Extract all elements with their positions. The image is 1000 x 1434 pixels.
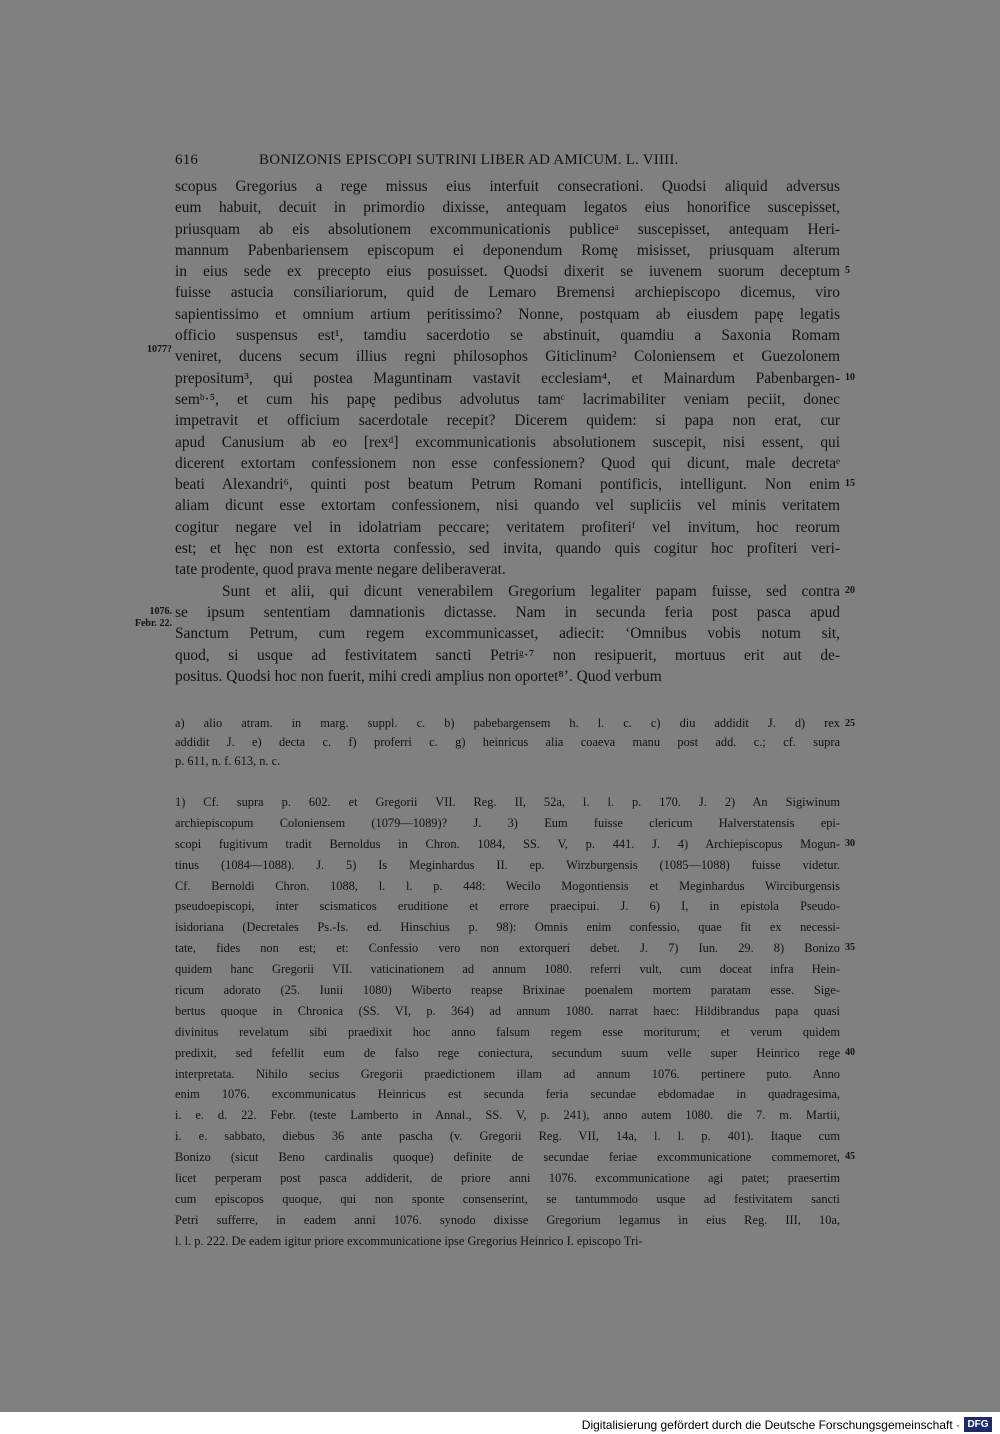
digitization-footer	[0, 1416, 1000, 1434]
text-line: divinitus revelatum sibi praedixit hoc anno falsum regem esse moriturum; et verum quidem	[175, 1024, 840, 1039]
text-line: Sanctum Petrum, cum regem excommunicasset, adiecit: ‘Omnibus vobis notum sit,	[175, 625, 840, 643]
text-line: quidem hanc Gregorii VII. vaticinationem ad annum 1080. referri vult, cum doceat infra Hein-	[175, 962, 840, 977]
text-line: ricum adorato (25. Iunii 1080) Wiberto reapse Brixinae poenalem mortem paratam esse. Sige-	[175, 983, 840, 998]
text-line: eum habuit, decuit in primordio dixisse, antequam legatos eius honorifice suscepisset,	[175, 199, 840, 217]
text-line: tate, fides non est; et: Confessio vero non extorqueri debet. J. 7) Iun. 29. 8) Bonizo	[175, 941, 840, 956]
footnotes	[175, 792, 840, 1252]
text-line: scopus Gregorius a rege missus eius interfuit consecrationi. Quodsi aliquid adversus	[175, 178, 840, 195]
text-line: tate prodente, quod prava mente negare deliberaverat.	[175, 561, 506, 579]
line-number: 15	[845, 478, 855, 490]
line-number: 30	[845, 837, 855, 849]
text-line: predixit, sed fefellit eum de falso rege coniectura, secundum suum velle super Heinrico rege	[175, 1045, 840, 1060]
text-line: veniret, ducens secum illius regni philosophos Giticlinum² Coloniensem et Guezolonem	[175, 348, 840, 366]
margin-note-year: 1077?	[147, 344, 172, 355]
text-line: dicerent extortam confessionem non esse confessionem? Quod qui dicunt, male decretaᵉ	[175, 454, 840, 472]
text-line: isidoriana (Decretales Ps.-Is. ed. Hinschius p. 98): Omnis enim confessio, quae fit ex necessi-	[175, 920, 840, 935]
text-line: i. e. sabbato, diebus 36 ante pascha (v. Gregorii Reg. VII, 14a, l. l. p. 401). Itaque cum	[175, 1129, 840, 1144]
text-line: archiepiscopum Coloniensem (1079—1089)? J. 3) Eum fuisse clericum Halverstatensis epi-	[175, 815, 840, 830]
text-line: Cf. Bernoldi Chron. 1088, l. l. p. 448: Wecilo Mogontiensis et Meginhardus Wirciburgensis	[175, 878, 840, 893]
text-line: scopi fugitivum tradit Bernoldus in Chron. 1084, SS. V, p. 441. J. 4) Archiepiscopus Mogun-	[175, 836, 840, 851]
text-line: apud Canusium ab eo [rexᵈ] excommunicationis absolutionem suscepit, nisi essent, qui	[175, 433, 840, 451]
text-line: bertus quoque in Chronica (SS. VI, p. 364) ad annum 1080. narrat haec: Hildibrandus papa quasi	[175, 1003, 840, 1018]
text-line: sapientissimo et omnium artium peritissimo? Nonne, postquam ab eiusdem papę legatis	[175, 305, 840, 323]
text-line: impetravit et officium sacerdotale recepit? Dicerem quidem: si papa non erat, cur	[175, 412, 840, 430]
margin-note-date: Febr. 22.	[134, 618, 172, 629]
dfg-logo: DFG	[964, 1417, 992, 1432]
line-number: 10	[845, 371, 855, 383]
line-number: 20	[845, 584, 855, 596]
text-line: mannum Pabenbariensem episcopum ei deponendum Romę misisset, priusquam alterum	[175, 241, 840, 259]
text-line: addidit J. e) decta c. f) proferri c. g) heinricus alia coaeva manu post add. c.; cf. supra	[175, 735, 840, 749]
text-line: est; et hęc non est extorta confessio, sed invita, quando quis cogitur hoc profiteri veri-	[175, 540, 840, 558]
line-number: 25	[845, 718, 855, 729]
text-line: l. l. p. 222. De eadem igitur priore excommunicatione ipse Gregorius Heinrico I. episcopo Tri-	[175, 1233, 643, 1248]
funding-credit: Digitalisierung gefördert durch die Deutsche Forschungsgemeinschaft ·	[581, 1418, 960, 1432]
text-line: semᵇ·⁵, et cum his papę pedibus advolutus tamᶜ lacrimabiliter veniam peciit, donec	[175, 390, 840, 408]
text-line: pseudoepiscopi, inter scismaticos eruditione et errore praecipui. J. 6) I, in epistola Pseudo-	[175, 899, 840, 914]
text-line: quod, si usque ad festivitatem sancti Petriᵍ·⁷ non resipuerit, mortuus erit aut de-	[175, 646, 840, 664]
text-line: p. 611, n. f. 613, n. c.	[175, 754, 281, 768]
text-line: prepositum³, qui postea Maguntinam vastavit ecclesiam⁴, et Mainardum Pabenbargen-	[175, 369, 840, 387]
text-line: interpretata. Nihilo secius Gregorii praedictionem illam ad annum 1076. pertinere puto. Anno	[175, 1066, 840, 1081]
line-number: 35	[845, 942, 855, 954]
margin-note-year: 1076.	[149, 606, 172, 617]
text-line: cogitur negare vel in idolatriam peccare; veritatem profiteriᶠ vel invitum, hoc reorum	[175, 518, 840, 536]
text-line: cum episcopos quoque, qui non sponte consenserint, se tantummodo usque ad festivitatem sancti	[175, 1191, 840, 1206]
page-number: 616	[175, 152, 199, 168]
text-line: licet perperam post pasca addiderit, de priore anni 1076. excommunicatione agi patet; praesertim	[175, 1171, 840, 1186]
text-line: aliam dicunt esse extortam confessionem, nisi quando vel supliciis vel minis veritatem	[175, 497, 840, 515]
text-line: beati Alexandri⁶, quinti post beatum Petrum Romani pontificis, intelligunt. Non enim	[175, 476, 840, 494]
text-line: enim 1076. excommunicatus Heinricus est secunda feria secundae ebdomadae in quadragesima,	[175, 1087, 840, 1102]
text-line: tinus (1084—1088). J. 5) Is Meginhardus II. ep. Wirzburgensis (1085—1088) fuisse videtur.	[175, 857, 840, 872]
text-line: a) alio atram. in marg. suppl. c. b) pabebargensem h. l. c. c) diu addidit J. d) rex	[175, 716, 840, 730]
text-line: 1) Cf. supra p. 602. et Gregorii VII. Reg. II, 52a, l. l. p. 170. J. 2) An Sigiwinum	[175, 795, 840, 809]
text-line: officio suspensus est¹, tamdiu sacerdotio se abstinuit, quamdiu a Saxonia Romam	[175, 327, 840, 345]
running-title: BONIZONIS EPISCOPI SUTRINI LIBER AD AMICUM. L. VIIII.	[259, 152, 679, 168]
text-line: Bonizo (sicut Beno cardinalis quoque) definite de secundae feriae excommunicatione commemoret,	[175, 1150, 840, 1165]
line-number: 45	[845, 1151, 855, 1163]
text-line: in eius sede ex precepto eius posuisset. Quodsi dixerit se iuvenem suorum deceptum	[175, 263, 840, 281]
text-line: positus. Quodsi hoc non fuerit, mihi credi amplius non oportet⁸’. Quod verbum	[175, 667, 662, 685]
critical-apparatus	[175, 714, 840, 771]
line-number: 40	[845, 1046, 855, 1058]
text-line: Sunt et alii, qui dicunt venerabilem Gregorium legaliter papam fuisse, sed contra	[222, 582, 840, 600]
text-line: priusquam ab eis absolutionem excommunicationis publiceᵃ suscepisset, antequam Heri-	[175, 220, 840, 238]
line-number: 5	[845, 265, 850, 277]
text-line: se ipsum sententiam damnationis dictasse. Nam in secunda feria post pasca apud	[175, 603, 840, 621]
text-line: i. e. d. 22. Febr. (teste Lamberto in Annal., SS. V, p. 241), anno autem 1080. die 7. m. Martii,	[175, 1108, 840, 1123]
text-line: fuisse astucia consiliariorum, quid de Lemaro Bremensi archiepiscopo dicemus, viro	[175, 284, 840, 302]
text-line: Petri sufferre, in eadem anni 1076. synodo dixisse Gregorium legamus in eius Reg. III, 10a,	[175, 1212, 840, 1227]
main-text	[175, 176, 840, 687]
